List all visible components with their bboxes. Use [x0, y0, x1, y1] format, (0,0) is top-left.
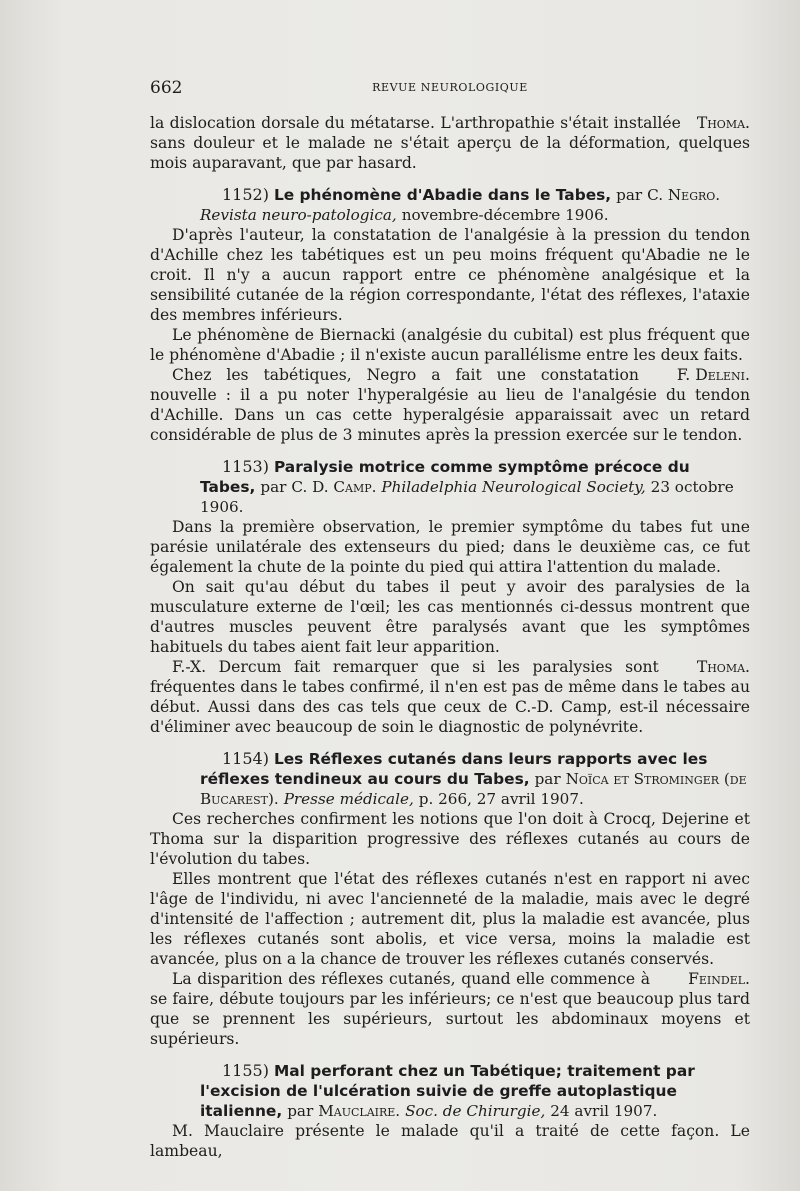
article-title: Paralysie motrice comme symptôme précoce du Tabes,	[200, 458, 690, 496]
page-header	[150, 78, 750, 100]
article-paragraph	[150, 657, 750, 737]
article-authors: Mauclaire.	[318, 1102, 401, 1120]
article-date: 24 avril 1907.	[550, 1102, 658, 1120]
article-1155	[150, 1061, 750, 1161]
article-by: par	[534, 770, 561, 788]
intro-signature: Thoma.	[696, 114, 750, 132]
article-by: par	[616, 186, 643, 204]
article-paragraph: Ces recherches confirment les notions que l'on doit à Crocq, Dejerine et Thoma sur la disparition progressive des réflexes cutanés au cours de l'évolution du tabes.	[150, 810, 750, 868]
article-journal: Revista neuro-patologica,	[200, 206, 397, 224]
article-heading	[150, 1061, 750, 1121]
article-paragraph	[150, 969, 750, 1049]
page-content	[150, 113, 750, 1161]
article-number: 1152)	[222, 185, 269, 204]
article-paragraph: Le phénomène de Biernacki (analgésie du cubital) est plus fréquent que le phénomène d'Abadie ; il n'existe aucun parallélisme entre les deux faits.	[150, 326, 750, 364]
article-date: p. 266, 27 avril 1907.	[418, 790, 584, 808]
article-paragraph	[150, 365, 750, 445]
article-heading	[150, 185, 750, 225]
intro-text: la dislocation dorsale du métatarse. L'arthropathie s'était installée sans douleur et le malade ne s'était aperçu de la déformation, quelques mois auparavant, que par hasard.	[150, 114, 750, 172]
running-title: REVUE NEUROLOGIQUE	[372, 81, 528, 94]
article-1153	[150, 457, 750, 737]
article-paragraph: D'après l'auteur, la constatation de l'analgésie à la pression du tendon d'Achille chez les tabétiques est un peu moins fréquent qu'Abadie ne le croit. Il n'y a aucun rapport entre ce phénomène analgésique et la sensibilité cutanée de la région correspondante, l'état des réflexes, l'ataxie des membres inférieurs.	[150, 226, 750, 324]
article-title: Mal perforant chez un Tabétique; traitement par l'excision de l'ulcération suivie de greffe autoplastique italienne,	[200, 1062, 695, 1120]
article-authors: C. D. Camp.	[291, 478, 377, 496]
article-date: 23 octobre 1906.	[200, 478, 734, 516]
article-title: Les Réflexes cutanés dans leurs rapports avec les réflexes tendineux au cours du Tabes,	[200, 750, 708, 788]
article-signature: F. Deleni.	[676, 366, 750, 384]
article-journal: Soc. de Chirurgie,	[405, 1102, 546, 1120]
article-number: 1153)	[222, 457, 269, 476]
article-paragraph-text: F.-X. Dercum fait remarquer que si les paralysies sont fréquentes dans le tabes confirmé, il n'en est pas de même dans le tabes au début. Aussi dans des cas tels que ceux de C.-D. Camp, est-il nécessaire d'éliminer avec beaucoup de soin le diagnostic de polynévrite.	[150, 658, 750, 736]
article-paragraph: Elles montrent que l'état des réflexes cutanés n'est en rapport ni avec l'âge de l'individu, ni avec l'ancienneté de la maladie, mais avec le degré d'intensité de l'affection ; autrement dit, plus la maladie est avancée, plus les réflexes cutanés sont abolis, et vice versa, moins la maladie est avancée, plus on a la chance de trouver les réflexes cutanés conservés.	[150, 870, 750, 968]
article-number: 1154)	[222, 749, 269, 768]
article-paragraph-text: La disparition des réflexes cutanés, quand elle commence à se faire, débute toujours par les inférieurs; ce n'est que beaucoup plus tard que se prennent les supérieurs, surtout les abdominaux moyens et supérieurs.	[150, 970, 750, 1048]
article-heading	[150, 457, 750, 517]
article-heading	[150, 749, 750, 809]
article-1152	[150, 185, 750, 445]
article-paragraph: On sait qu'au début du tabes il peut y avoir des paralysies de la musculature externe de l'œil; les cas mentionnés ci-dessus montrent que d'autres muscles peuvent être paralysés avant que les symptômes habituels du tabes aient fait leur apparition.	[150, 578, 750, 656]
article-authors: C. Negro.	[647, 186, 721, 204]
page-number: 662	[150, 78, 183, 98]
article-paragraph-text: Chez les tabétiques, Negro a fait une constatation nouvelle : il a pu noter l'hyperalgésie au lieu de l'analgésie du tendon d'Achille. Dans un cas cette hyperalgésie apparaissait avec un retard considérable de plus de 3 minutes après la pression exercée sur le tendon.	[150, 366, 750, 444]
article-signature: Thoma.	[696, 658, 750, 676]
article-paragraph: Dans la première observation, le premier symptôme du tabes fut une parésie unilatérale des extenseurs du pied; dans le deuxième cas, ce fut également la chute de la pointe du pied qui attira l'attention du malade.	[150, 518, 750, 576]
intro-paragraph	[150, 113, 750, 173]
article-1154	[150, 749, 750, 1049]
article-paragraph: M. Mauclaire présente le malade qu'il a traité de cette façon. Le lambeau,	[150, 1122, 750, 1160]
article-by: par	[287, 1102, 314, 1120]
article-date: novembre-décembre 1906.	[401, 206, 609, 224]
article-journal: Philadelphia Neurological Society,	[381, 478, 646, 496]
article-by: par	[260, 478, 287, 496]
article-title: Le phénomène d'Abadie dans le Tabes,	[273, 186, 612, 204]
article-authors: Noïca et Strominger (de Bucarest).	[200, 770, 747, 808]
article-number: 1155)	[222, 1061, 269, 1080]
article-journal: Presse médicale,	[283, 790, 414, 808]
article-signature: Feindel.	[688, 970, 750, 988]
